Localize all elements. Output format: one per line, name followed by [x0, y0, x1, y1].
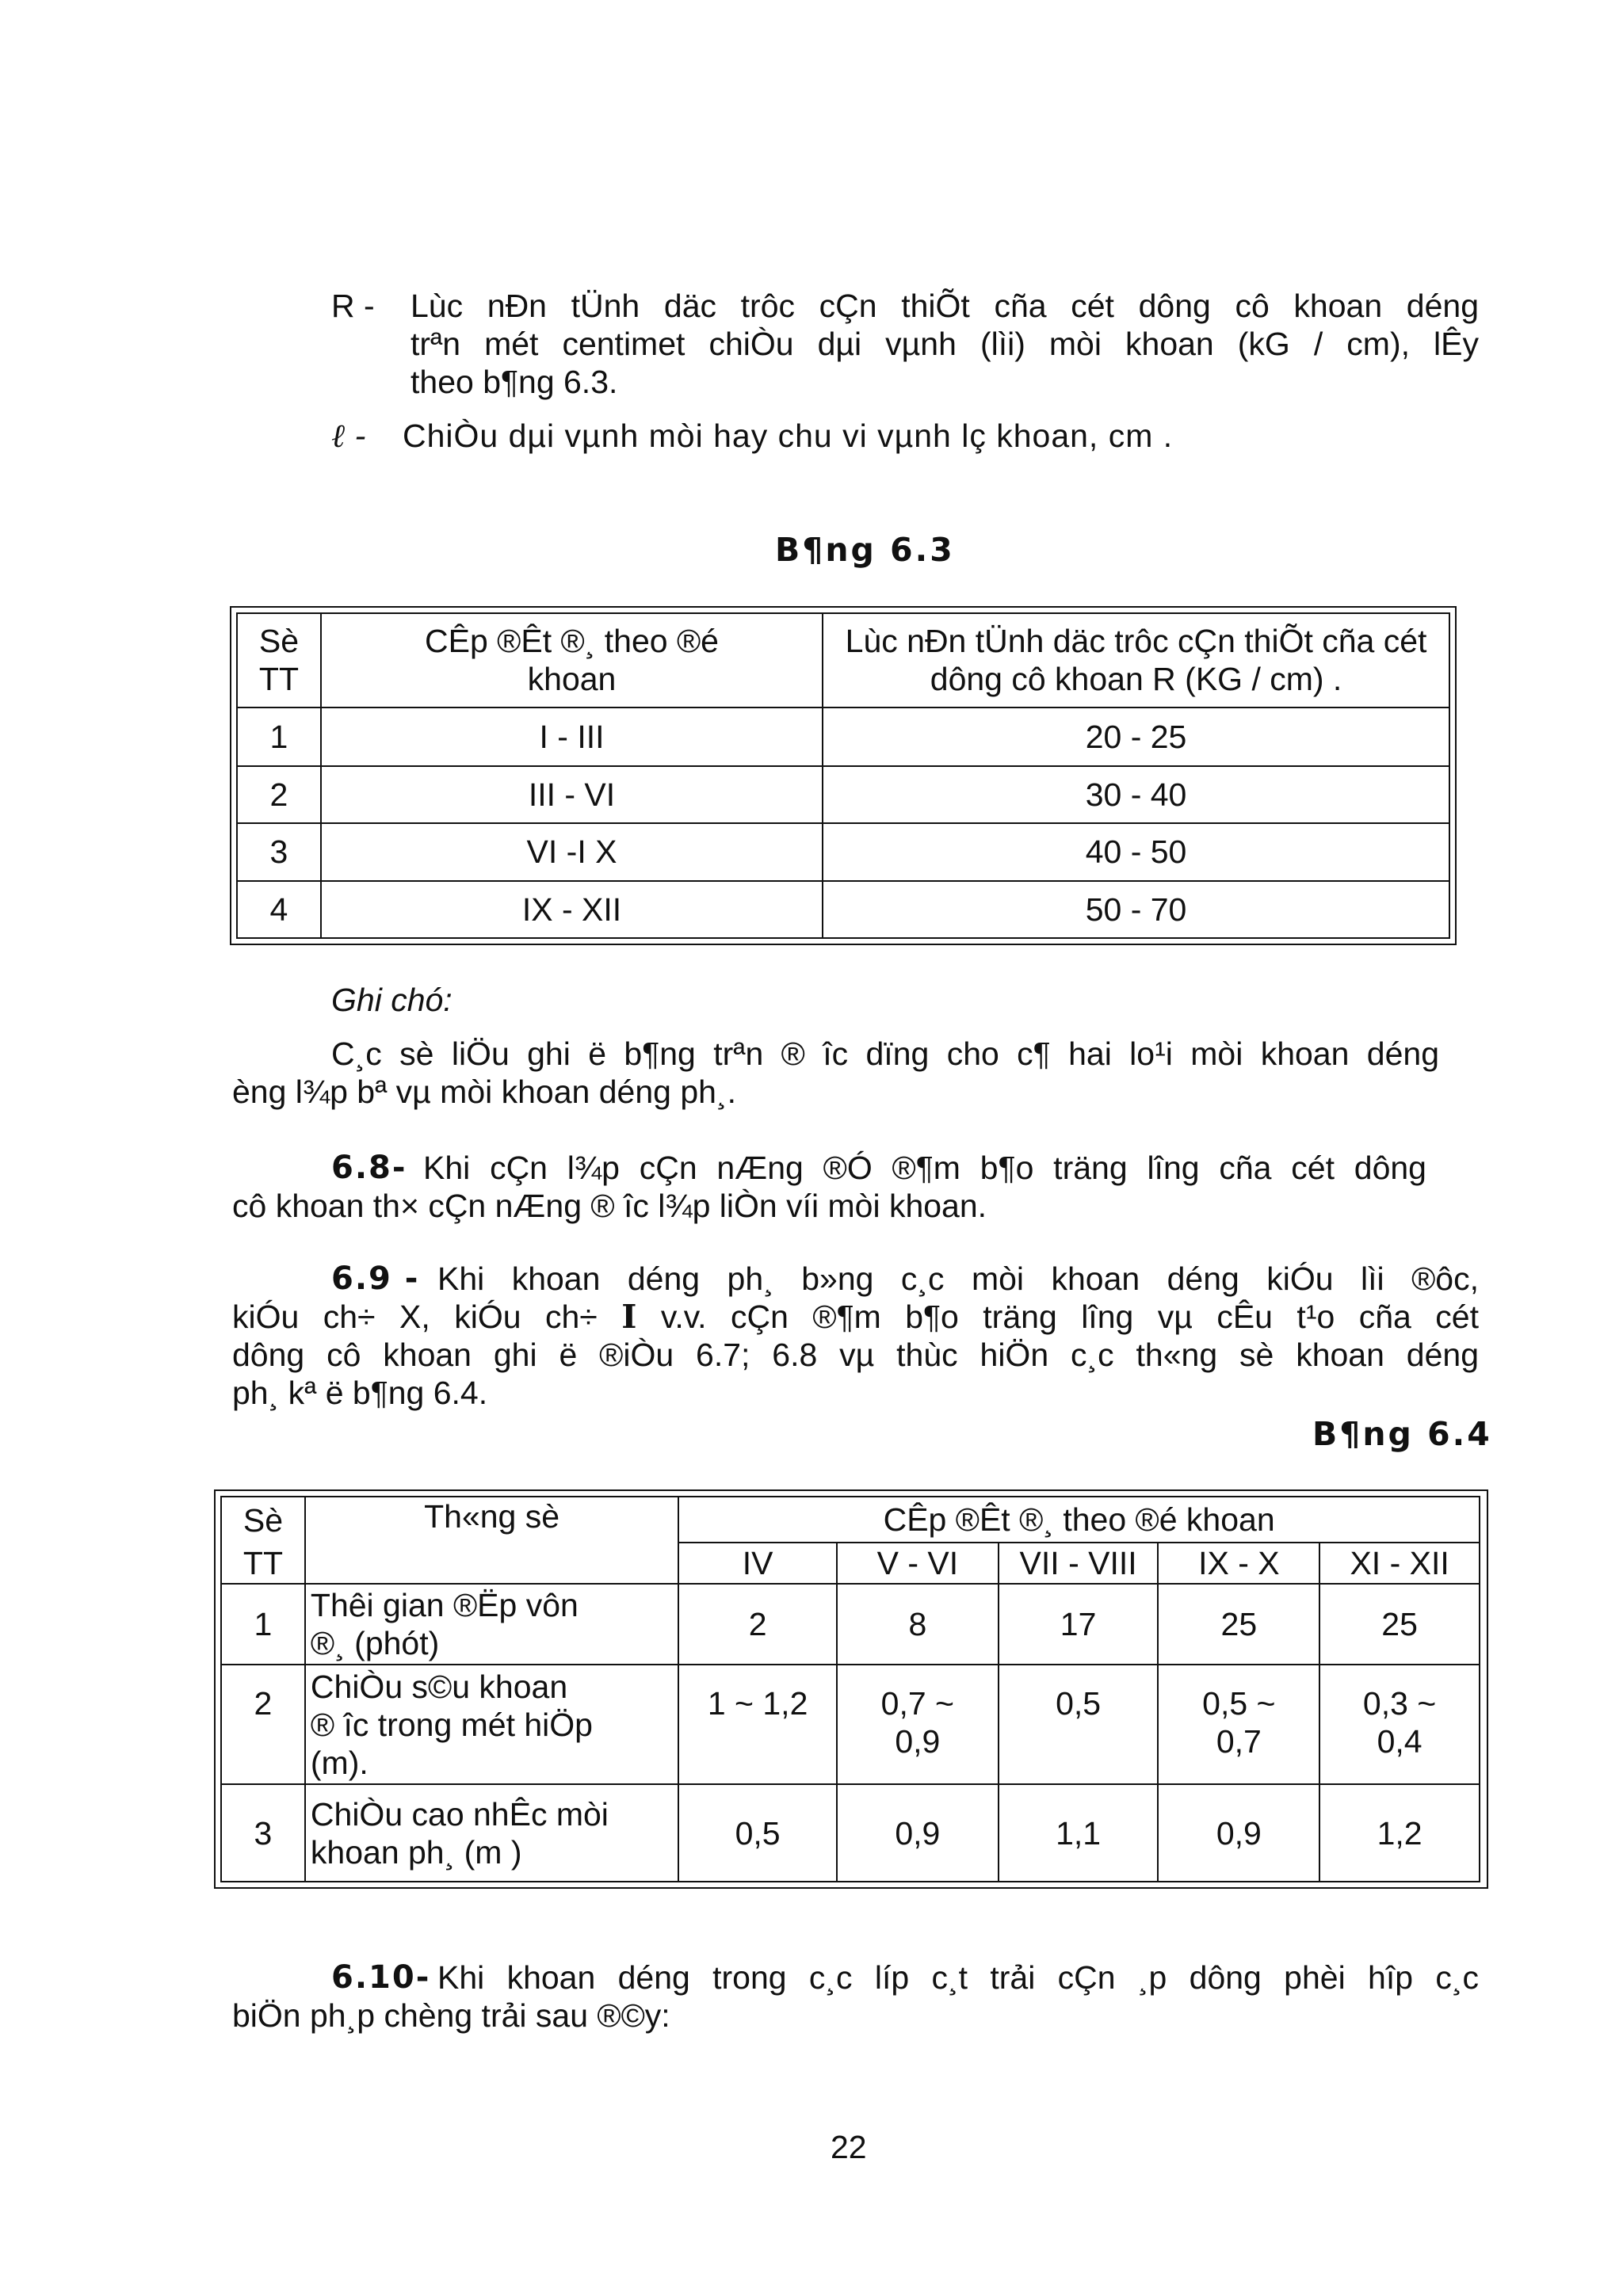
- paragraph-line: cô khoan th× cÇn nÆng ® îc l¾p liÒn víi mòi khoan.: [232, 1188, 987, 1224]
- header-stt: Sè: [221, 1497, 305, 1543]
- ell-definition: ChiÒu dµi vµnh mòi hay chu vi vµnh lç khoan, cm .: [403, 418, 1174, 454]
- ell-label: ℓ -: [331, 417, 366, 455]
- cell-stt: 3: [237, 823, 321, 880]
- table-6-4: [220, 1496, 1480, 1882]
- cell-luc: 20 - 25: [823, 707, 1449, 766]
- cell-stt: 1: [237, 707, 321, 766]
- param-line: ® îc trong mét hiÖp: [310, 1706, 593, 1743]
- table-row: [237, 766, 1449, 823]
- param-line: (m).: [310, 1744, 369, 1781]
- cell-param: [305, 1584, 678, 1665]
- param-line: khoan ph¸ (m ): [310, 1833, 522, 1871]
- r-definition-line: theo b¶ng 6.3.: [411, 364, 618, 400]
- cell-luc: 30 - 40: [823, 766, 1449, 823]
- header-stt: [237, 613, 321, 707]
- header-line: dông cô khoan R (KG / cm) .: [930, 661, 1342, 698]
- paragraph-line: [232, 1298, 1479, 1336]
- section-number-6-8: 6.8-: [331, 1150, 407, 1186]
- value-text: 0,5 ~ 0,7: [1202, 1684, 1276, 1760]
- cell-value: 25: [1319, 1584, 1480, 1665]
- cell-value: 0,9: [837, 1784, 999, 1882]
- header-cap-dat-da: CÊp ®Êt ®¸ theo ®é khoan: [678, 1497, 1480, 1543]
- text-span: kiÓu ch÷ X, kiÓu ch÷: [232, 1299, 622, 1335]
- cell-luc: 50 - 70: [823, 881, 1449, 938]
- cell-stt: 3: [221, 1784, 305, 1882]
- header-line: khoan: [527, 661, 617, 698]
- cell-value: 0,5: [678, 1784, 837, 1882]
- cell-value: [837, 1665, 999, 1785]
- table-row: [237, 707, 1449, 766]
- header-stt-line: TT: [258, 661, 299, 698]
- value-text: 1 ~ 1,2: [707, 1684, 808, 1722]
- param-line: ChiÒu cao nhÊc mòi: [310, 1795, 609, 1833]
- header-class: XI - XII: [1319, 1543, 1480, 1584]
- table-row: [221, 1784, 1480, 1882]
- cell-value: [678, 1665, 837, 1785]
- cell-value: 2: [678, 1584, 837, 1665]
- r-definition-line: Lùc nÐn tÜnh däc trôc cÇn thiÕt cña cét dông cô khoan déng: [411, 288, 1479, 324]
- r-definition-line: trªn mét centimet chiÒu dµi vµnh (lìi) mòi khoan (kG / cm), lÊy: [411, 326, 1479, 362]
- value-text: 0,5: [1056, 1684, 1102, 1722]
- value-text: 0,7 ~ 0,9: [880, 1684, 955, 1760]
- cell-value: 1,1: [999, 1784, 1159, 1882]
- cell-value: 25: [1158, 1584, 1319, 1665]
- cell-cap: VI -I X: [321, 823, 823, 880]
- header-class: IV: [678, 1543, 837, 1584]
- table-6-4-caption: B¶ng 6.4: [1312, 1415, 1492, 1453]
- paragraph-line: dông cô khoan ghi ë ®iÒu 6.7; 6.8 vµ thùc hiÖn c¸c th«ng sè khoan déng: [232, 1337, 1479, 1373]
- cell-value: [999, 1665, 1159, 1785]
- table-row: [237, 613, 1449, 707]
- cell-value: 17: [999, 1584, 1159, 1665]
- page-number: 22: [831, 2129, 867, 2165]
- cell-value: [1319, 1665, 1480, 1785]
- note-line: èng l¾p bª vµ mòi khoan déng ph¸.: [232, 1074, 736, 1110]
- param-line: ChiÒu s©u khoan: [310, 1668, 568, 1705]
- cell-luc: 40 - 50: [823, 823, 1449, 880]
- cell-cap: IX - XII: [321, 881, 823, 938]
- r-label: R -: [331, 288, 375, 324]
- paragraph-line: Khi khoan déng trong c¸c líp c¸t trải cÇn ¸p dông phèi hîp c¸c: [437, 1959, 1479, 1996]
- cell-stt: 2: [237, 766, 321, 823]
- param-line: Thêi gian ®Ëp vôn: [310, 1586, 579, 1623]
- header-class: VII - VIII: [999, 1543, 1159, 1584]
- cell-value: [1158, 1665, 1319, 1785]
- note-heading: Ghi chó:: [331, 982, 453, 1018]
- header-class: IX - X: [1158, 1543, 1319, 1584]
- cell-stt: 2: [221, 1665, 305, 1785]
- header-stt-line: Sè: [258, 623, 300, 660]
- cell-value: 0,9: [1158, 1784, 1319, 1882]
- header-line: CÊp ®Êt ®¸ theo ®é: [425, 623, 719, 660]
- param-line: ®¸ (phót): [310, 1624, 440, 1661]
- cell-param: [305, 1665, 678, 1785]
- cell-param: [305, 1784, 678, 1882]
- header-thong-so: Th«ng sè: [305, 1497, 678, 1584]
- table-row: [221, 1497, 1480, 1543]
- cell-stt: 4: [237, 881, 321, 938]
- cell-stt: 1: [221, 1584, 305, 1665]
- text-span: v.v. cÇn ®¶m b¶o träng lîng vµ cÊu t¹o cña cét: [636, 1299, 1479, 1335]
- section-number-6-10: 6.10-: [331, 1959, 431, 1996]
- table-6-3-caption: B¶ng 6.3: [775, 531, 955, 569]
- table-row: [237, 823, 1449, 880]
- note-line: C¸c sè liÖu ghi ë b¶ng trªn ® îc dïng cho c¶ hai lo¹i mòi khoan déng: [331, 1035, 1439, 1072]
- header-stt: TT: [221, 1543, 305, 1584]
- cell-value: 1,2: [1319, 1784, 1480, 1882]
- paragraph-line: Khi khoan déng ph¸ b»ng c¸c mòi khoan déng kiÓu lìi ®ôc,: [437, 1261, 1479, 1297]
- letter-i: I: [621, 1298, 637, 1336]
- header-line: Lùc nÐn tÜnh däc trôc cÇn thiÕt cña cét: [845, 623, 1427, 660]
- header-cap-dat-da: [321, 613, 823, 707]
- table-row: [221, 1584, 1480, 1665]
- paragraph-line: ph¸ kª ë b¶ng 6.4.: [232, 1375, 488, 1411]
- paragraph-line: Khi cÇn l¾p cÇn nÆng ®Ó ®¶m b¶o träng lîng cña cét dông: [423, 1150, 1426, 1186]
- value-text: 0,3 ~ 0,4: [1362, 1684, 1437, 1760]
- cell-value: 8: [837, 1584, 999, 1665]
- paragraph-line: biÖn ph¸p chèng trải sau ®©y:: [232, 1997, 670, 2034]
- table-6-3: [236, 612, 1450, 939]
- table-row: [237, 881, 1449, 938]
- section-number-6-9: 6.9 -: [331, 1261, 420, 1297]
- cell-cap: III - VI: [321, 766, 823, 823]
- table-row: [221, 1665, 1480, 1785]
- header-luc-nen: [823, 613, 1449, 707]
- cell-cap: I - III: [321, 707, 823, 766]
- header-class: V - VI: [837, 1543, 999, 1584]
